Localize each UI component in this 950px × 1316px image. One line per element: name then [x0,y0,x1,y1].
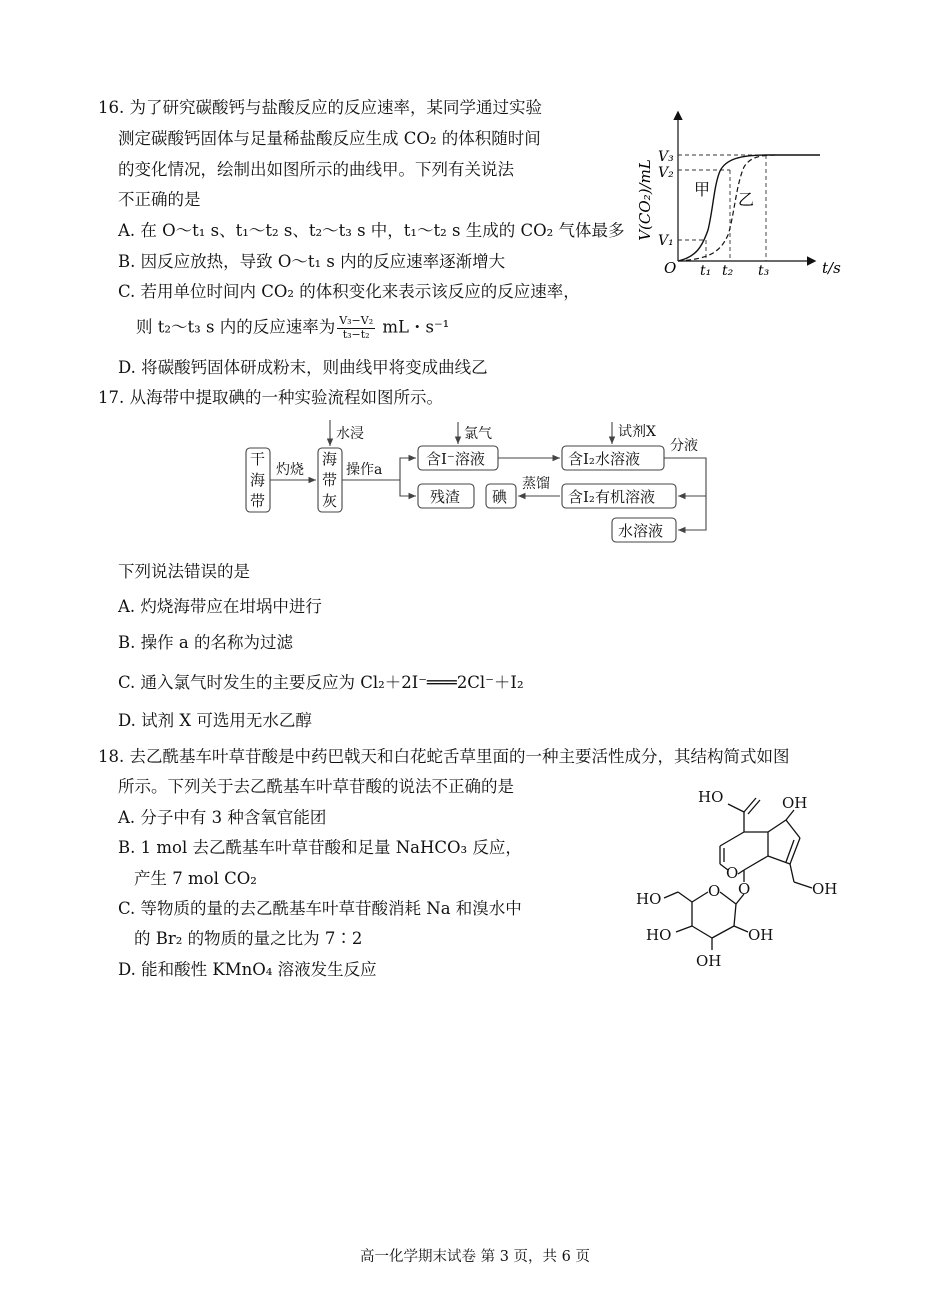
glycosidic-oxygen: O [738,880,751,898]
ash-char-2: 带 [322,471,338,489]
q16-option-d: D. 将碳酸钙固体研成粉末，则曲线甲将变成曲线乙 [118,358,488,377]
q18-stem-line1: 18. 去乙酰基车叶草苷酸是中药巴戟天和白花蛇舌草里面的一种主要活性成分，其结构简式如图 [98,747,790,766]
fraction-denominator: t₃−t₂ [342,327,370,341]
rate-fraction [337,315,375,341]
seaweed-char-1: 干 [250,450,266,468]
v2-label: V₂ [658,165,674,181]
ring-oxygen: O [726,864,739,882]
q16-stem-line1: 16. 为了研究碳酸钙与盐酸反应的反应速率，某同学通过实验 [98,98,542,117]
q16-option-a: A. 在 O～t₁ s、t₁～t₂ s、t₂～t₃ s 中，t₁～t₂ s 生成的 CO₂ 气体最多 [118,221,625,240]
t3-label: t₃ [758,263,770,279]
iodine-label: 碘 [492,488,508,506]
residue-label: 残渣 [430,488,461,506]
q18-option-b-line2: 产生 7 mol CO₂ [134,869,257,888]
q18-option-b: B. 1 mol 去乙酰基车叶草苷酸和足量 NaHCO₃ 反应， [118,838,522,857]
q18-stem-line2: 所示。下列关于去乙酰基车叶草苷酸的说法不正确的是 [118,777,514,796]
curve-yi-label: 乙 [738,190,755,209]
burn-label: 灼烧 [276,462,304,478]
q16-option-c-unit: mL・s⁻¹ [382,317,450,337]
iodide-label: 含I⁻溶液 [426,450,485,468]
y-axis-label: V(CO₂)/mL [636,159,654,241]
operation-a-label: 操作a [346,462,383,478]
q18-option-c-line2: 的 Br₂ 的物质的量之比为 7∶2 [134,929,363,948]
q17-flowchart [240,418,710,548]
origin-label: O [664,259,677,277]
q16-stem-line3: 的变化情况，绘制出如图所示的曲线甲。下列有关说法 [118,160,514,179]
curve-jia-label: 甲 [694,180,711,199]
t2-label: t₂ [722,263,734,279]
q17-title: 17. 从海带中提取碘的一种实验流程如图所示。 [98,388,443,407]
q18-structure [616,770,846,976]
q16-option-b: B. 因反应放热，导致 O～t₁ s 内的反应速率逐渐增大 [118,252,506,271]
oh-right: OH [748,926,774,944]
oh-bottom: OH [696,952,722,970]
ash-char-3: 灰 [322,492,338,510]
water-soak-label: 水浸 [336,426,364,442]
t1-label: t₁ [700,263,712,279]
cooh-ho: HO [698,788,724,806]
q18-option-c: C. 等物质的量的去乙酰基车叶草苷酸消耗 Na 和溴水中 [118,899,522,918]
q16-option-c-line2 [136,315,449,341]
curve-yi [678,155,778,261]
distill-label: 蒸馏 [522,476,550,492]
q16-option-c-pre: 则 t₂～t₃ s 内的反应速率为 [136,317,336,337]
fraction-numerator: V₃−V₂ [339,314,374,327]
q16-stem-line4: 不正确的是 [118,190,201,209]
sugar-oxygen: O [708,882,721,900]
q16-graph [628,105,848,285]
chlorine-label: 氯气 [464,426,492,442]
ch2oh-oh: OH [812,880,838,898]
separate-label: 分液 [670,438,698,454]
reagent-x-label: 试剂X [618,424,656,440]
q17-option-b: B. 操作 a 的名称为过滤 [118,633,293,652]
organic-iodine-label: 含I₂有机溶液 [568,488,655,506]
ho-bottom-left: HO [646,926,672,944]
v1-label: V₁ [658,233,674,249]
q18-option-a: A. 分子中有 3 种含氧官能团 [118,808,327,827]
x-axis-label: t/s [822,259,841,277]
ho-left: HO [636,890,662,908]
aqueous-label: 水溶液 [618,522,664,540]
q17-prompt: 下列说法错误的是 [118,562,250,581]
q17-option-a: A. 灼烧海带应在坩埚中进行 [118,597,322,616]
v3-label: V₃ [658,149,674,165]
page-footer: 高一化学期末试卷 第 3 页，共 6 页 [360,1249,590,1265]
q17-option-d: D. 试剂 X 可选用无水乙醇 [118,711,312,730]
seaweed-char-2: 海 [250,471,266,489]
q17-option-c: C. 通入氯气时发生的主要反应为 Cl₂＋2I⁻═══2Cl⁻＋I₂ [118,673,524,692]
ash-char-1: 海 [322,450,338,468]
q16-option-c: C. 若用单位时间内 CO₂ 的体积变化来表示该反应的反应速率， [118,282,580,301]
q16-stem-line2: 测定碳酸钙固体与足量稀盐酸反应生成 CO₂ 的体积随时间 [118,129,541,148]
seaweed-char-3: 带 [250,492,266,510]
q18-option-d: D. 能和酸性 KMnO₄ 溶液发生反应 [118,960,377,979]
oh-top: OH [782,794,808,812]
aq-iodine-label: 含I₂水溶液 [568,450,640,468]
